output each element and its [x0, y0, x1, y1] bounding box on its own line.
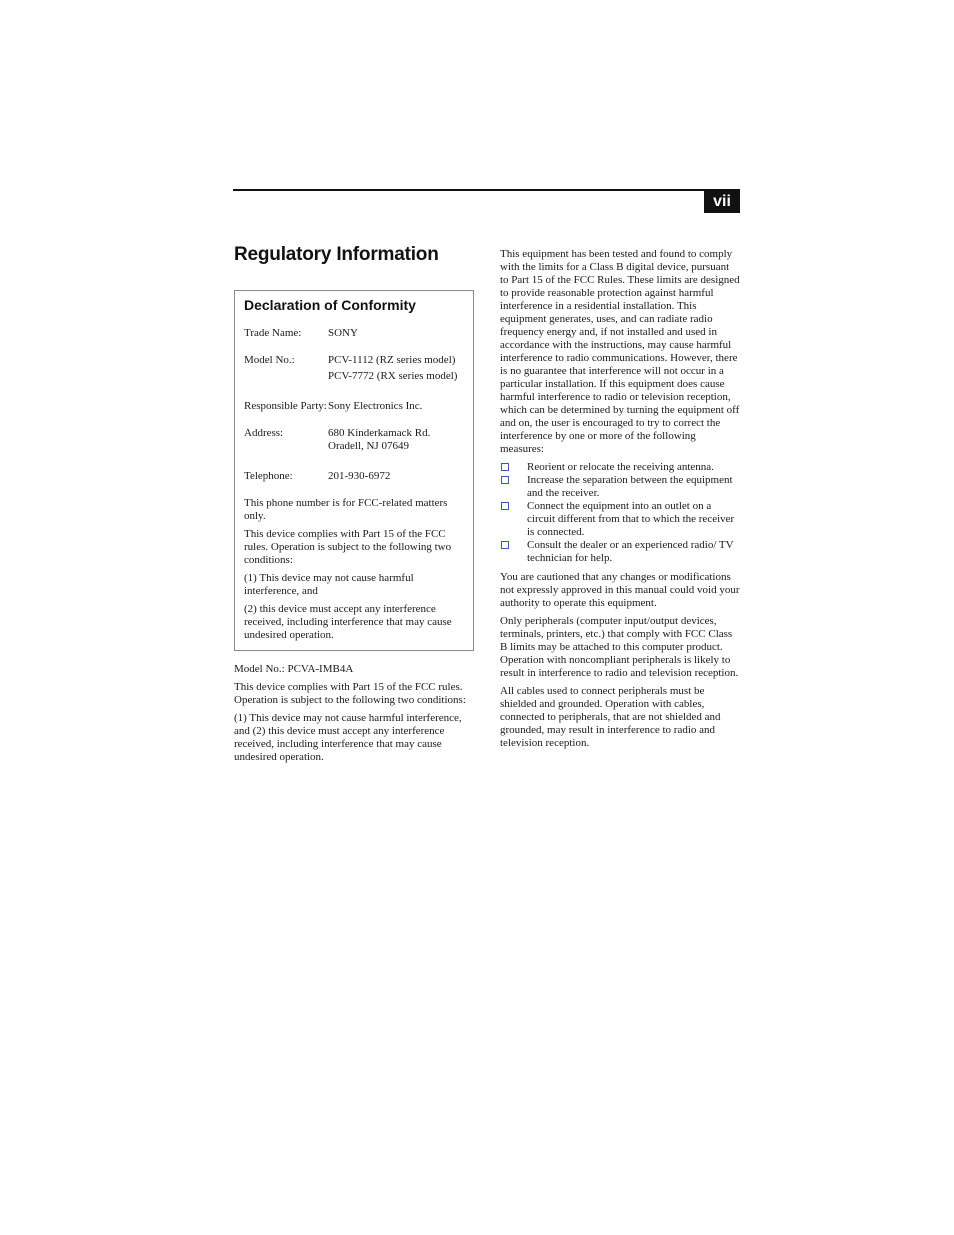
trade-name-row	[244, 327, 464, 340]
model-no-value: PCV-1112 (RZ series model)	[328, 354, 456, 366]
declaration-box	[234, 290, 474, 651]
declaration-paragraph: (2) this device must accept any interference received, including interference that may cause undesired operation.	[244, 603, 452, 641]
model-no-value: PCV-7772 (RX series model)	[328, 370, 458, 382]
checkbox-bullet-icon	[501, 541, 509, 549]
compliance-paragraph: This device complies with Part 15 of the FCC rules. Operation is subject to the following two conditions:	[234, 681, 466, 706]
list-item	[500, 461, 740, 474]
telephone-label: Telephone:	[244, 470, 293, 482]
checkbox-bullet-icon	[501, 463, 509, 471]
trade-name-label: Trade Name:	[244, 327, 302, 339]
address-row	[244, 427, 464, 456]
measure-text: Reorient or relocate the receiving antenna.	[527, 461, 714, 473]
declaration-paragraph: This device complies with Part 15 of the FCC rules. Operation is subject to the following two conditions:	[244, 528, 452, 566]
measure-text: Increase the separation between the equipment and the receiver.	[527, 474, 733, 499]
list-item	[500, 500, 740, 539]
list-item	[500, 474, 740, 500]
model-compliance-section	[234, 663, 474, 764]
header-rule	[233, 189, 740, 191]
measure-text: Consult the dealer or an experienced radio/ TV technician for help.	[527, 539, 734, 564]
address-label: Address:	[244, 427, 284, 439]
model-number-line: Model No.: PCVA-IMB4A	[234, 663, 354, 675]
cables-paragraph: All cables used to connect peripherals must be shielded and grounded. Operation with cables, connected to peripherals, that are not shielded and grounded, may result in interference to radio and television reception.	[500, 685, 721, 749]
declaration-paragraph: (1) This device may not cause harmful interference, and	[244, 572, 414, 597]
responsible-party-value: Sony Electronics Inc.	[328, 400, 423, 412]
checkbox-bullet-icon	[501, 476, 509, 484]
telephone-row	[244, 470, 464, 483]
address-values	[328, 427, 464, 456]
model-no-label: Model No.:	[244, 354, 295, 366]
page-title: Regulatory Information	[234, 244, 439, 265]
measure-text: Connect the equipment into an outlet on a circuit different from that to which the receiver is connected.	[527, 500, 735, 538]
right-column	[500, 248, 740, 755]
address-line: 680 Kinderkamack Rd.	[328, 427, 431, 439]
checkbox-bullet-icon	[501, 502, 509, 510]
peripherals-paragraph: Only peripherals (computer input/output devices, terminals, printers, etc.) that comply with FCC Class B limits may be attached to this computer product. Operation with noncompliant peripherals is likely to result in interference to radio and television reception.	[500, 615, 739, 679]
trade-name-value: SONY	[328, 327, 358, 339]
declaration-heading: Declaration of Conformity	[244, 297, 416, 313]
page-number: vii	[704, 191, 740, 213]
fcc-intro-paragraph: This equipment has been tested and found to comply with the limits for a Class B digital device, pursuant to Part 15 of the FCC Rules. These limits are designed to provide reasonable protection against harmful interference in a residential installation. This equipment generates, uses, and can radiate radio frequency energy and, if not installed and used in accordance with the instructions, may cause harmful interference to radio communications. However, there is no guarantee that interference will not occur in a particular installation. If this equipment does cause harmful interference to radio or television reception, which can be determined by turning the equipment off and on, the user is encouraged to try to correct the interference by one or more of the following measures:	[500, 248, 740, 455]
responsible-party-label: Responsible Party:	[244, 400, 327, 412]
list-item	[500, 539, 740, 565]
model-no-values	[328, 354, 464, 386]
telephone-value: 201-930-6972	[328, 470, 391, 482]
responsible-party-row	[244, 400, 464, 413]
address-line: Oradell, NJ 07649	[328, 440, 409, 452]
left-column	[234, 244, 474, 769]
compliance-paragraph: (1) This device may not cause harmful interference, and (2) this device must accept any interference received, including interference that may cause undesired operation.	[234, 712, 462, 763]
measures-list	[500, 461, 740, 565]
model-no-row	[244, 354, 464, 386]
caution-paragraph: You are cautioned that any changes or modifications not expressly approved in this manual could void your authority to operate this equipment.	[500, 571, 740, 609]
declaration-paragraph: This phone number is for FCC-related matters only.	[244, 497, 448, 522]
